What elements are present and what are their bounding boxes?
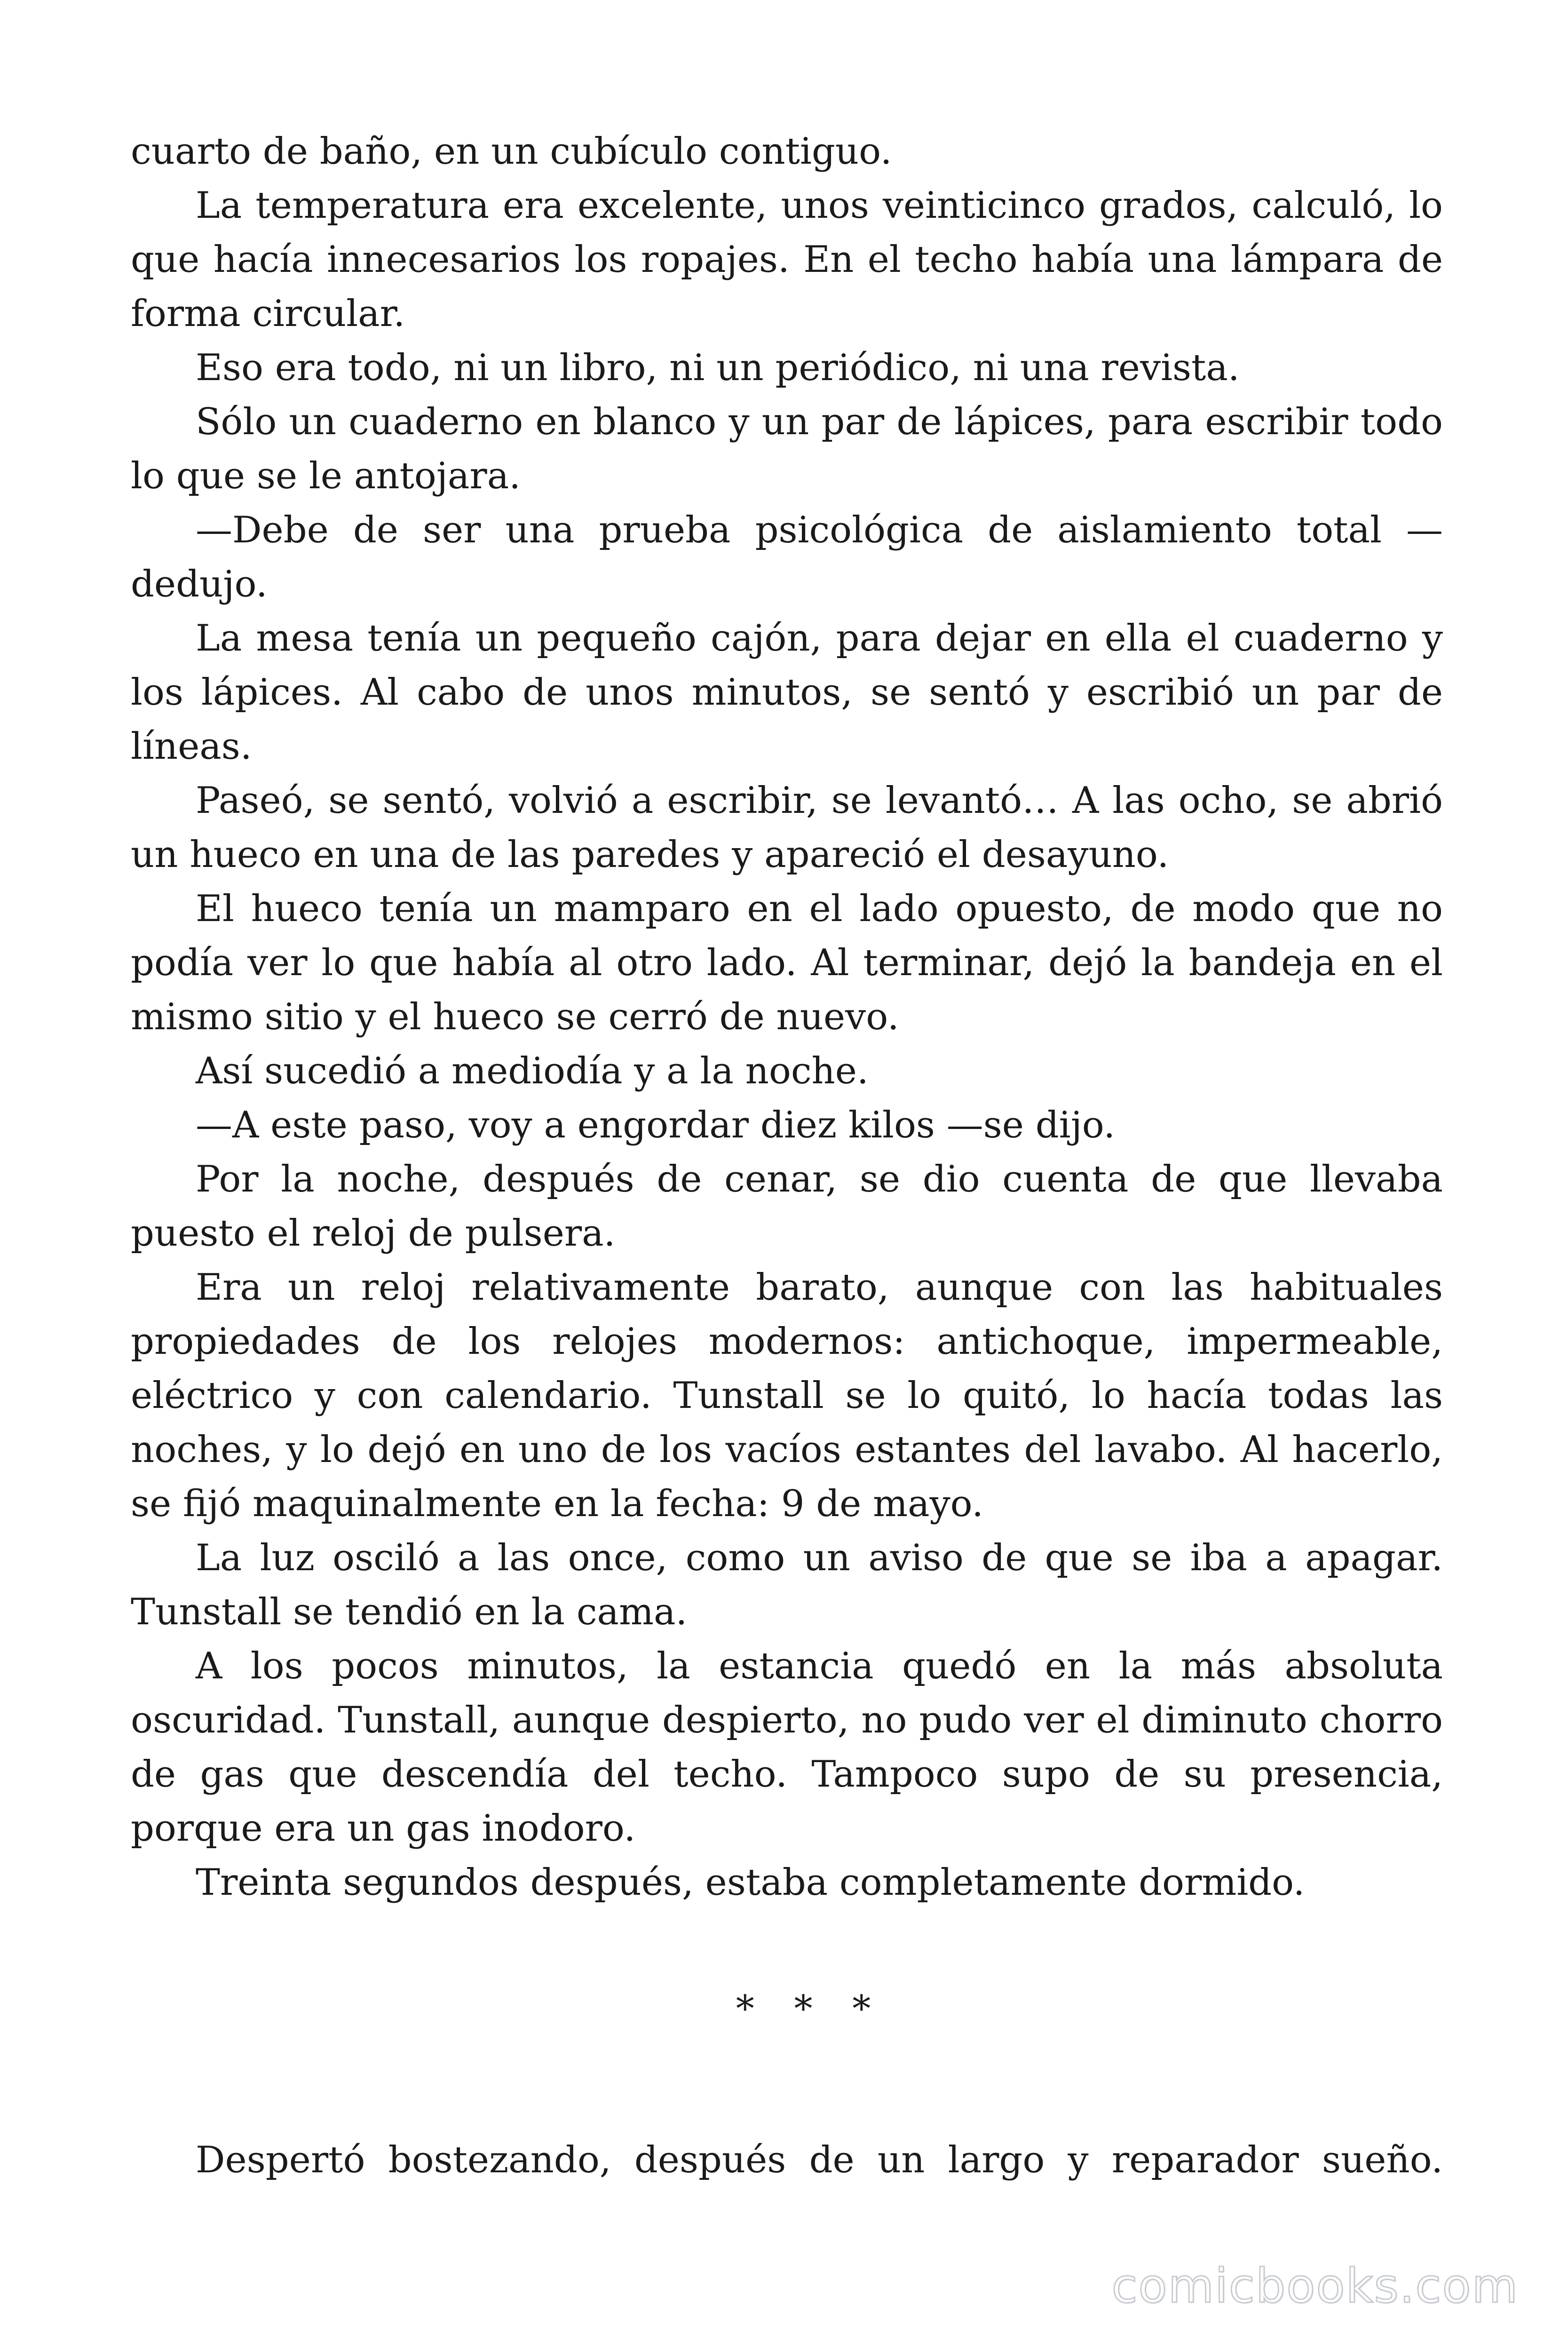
paragraph-8: El hueco tenía un mamparo en el lado opuesto, de modo que no podía ver lo que había al otro lado. Al terminar, dejó la bandeja en el mismo sitio y el hueco se cerró de nuevo. — [131, 888, 1443, 1038]
paragraph-1: cuarto de baño, en un cubículo contiguo. — [131, 130, 892, 173]
paragraph-9: Así sucedió a mediodía y a la noche. — [196, 1050, 869, 1092]
paragraph-after-break: Despertó bostezando, después de un largo y reparador sueño. — [196, 2139, 1443, 2181]
section-gap-top — [131, 1910, 1443, 1982]
section-separator: * * * — [736, 1988, 885, 2030]
page-body — [131, 125, 1443, 2187]
watermark: comicbooks.com — [1111, 2258, 1519, 2313]
paragraph-13: La luz osciló a las once, como un aviso de que se iba a apagar. Tunstall se tendió en la cama. — [131, 1537, 1443, 1633]
paragraph-3: Eso era todo, ni un libro, ni un periódico, ni una revista. — [196, 347, 1240, 389]
paragraph-7: Paseó, se sentó, volvió a escribir, se levantó… A las ocho, se abrió un hueco en una de las paredes y apareció el desayuno. — [131, 779, 1443, 876]
section-gap-bottom — [131, 2036, 1443, 2133]
paragraph-6: La mesa tenía un pequeño cajón, para dejar en ella el cuaderno y los lápices. Al cabo de unos minutos, se sentó y escribió un par de líneas. — [131, 617, 1443, 768]
paragraph-5: —Debe de ser una prueba psicológica de aislamiento total —dedujo. — [131, 509, 1443, 605]
paragraph-14: A los pocos minutos, la estancia quedó en la más absoluta oscuridad. Tunstall, aunque despierto, no pudo ver el diminuto chorro de gas que descendía del techo. Tampoco supo de su presencia, porque era un gas inodoro. — [131, 1645, 1443, 1850]
paragraph-15: Treinta segundos después, estaba completamente dormido. — [196, 1861, 1305, 1904]
paragraph-12: Era un reloj relativamente barato, aunque con las habituales propiedades de los relojes modernos: antichoque, impermeable, eléctrico y con calendario. Tunstall se lo quitó, lo hacía todas las noches, y lo dejó en uno de los vacíos estantes del lavabo. Al hacerlo, se fijó maquinalmente en la fecha: 9 de mayo. — [131, 1266, 1443, 1525]
paragraph-11: Por la noche, después de cenar, se dio cuenta de que llevaba puesto el reloj de pulsera. — [131, 1158, 1443, 1255]
paragraph-2: La temperatura era excelente, unos veinticinco grados, calculó, lo que hacía innecesarios los ropajes. En el techo había una lámpara de forma circular. — [131, 184, 1443, 335]
paragraph-4: Sólo un cuaderno en blanco y un par de lápices, para escribir todo lo que se le antojara. — [131, 401, 1443, 497]
paragraph-10: —A este paso, voy a engordar diez kilos —se dijo. — [196, 1104, 1116, 1146]
